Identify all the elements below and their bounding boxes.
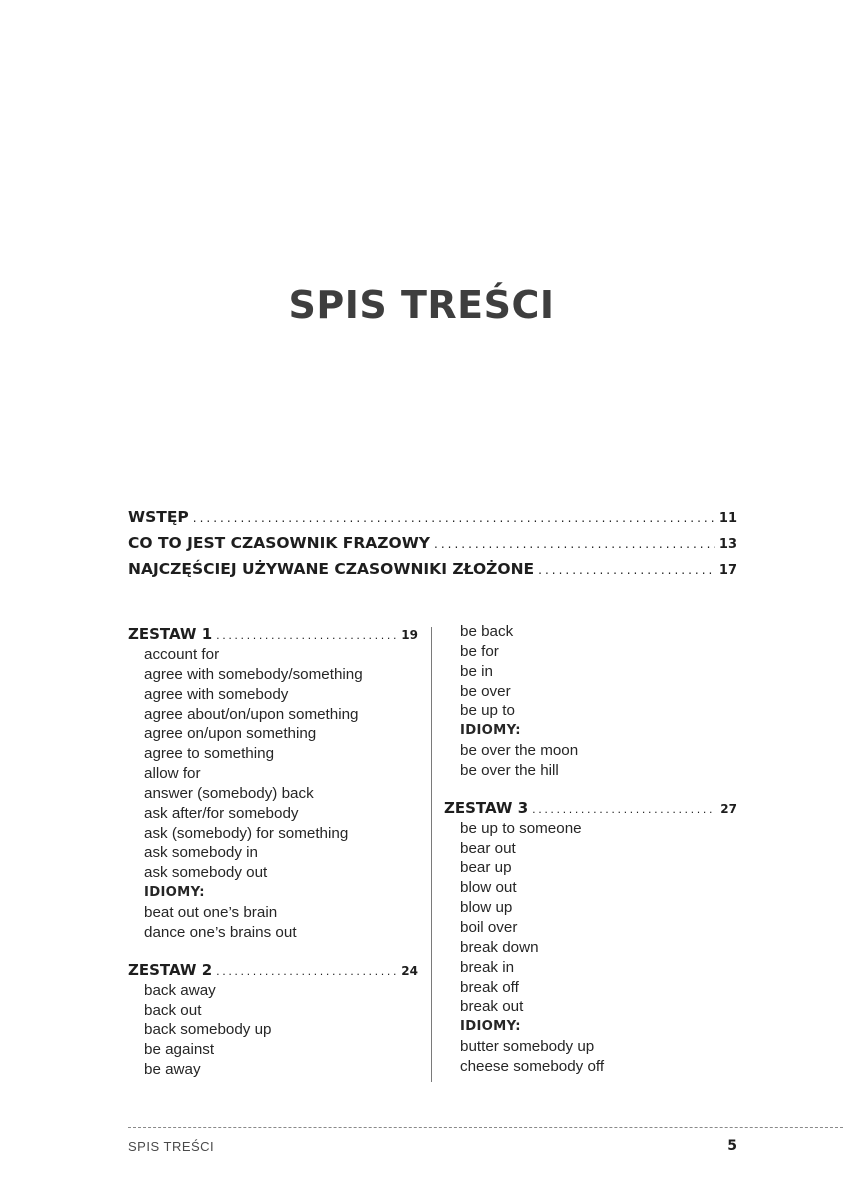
dot-leader: [216, 965, 397, 978]
dot-leader: [532, 803, 716, 816]
toc-item: agree on/upon something: [144, 725, 317, 743]
set-section: [128, 961, 418, 1080]
footer-section-title: SPIS TREŚCI: [128, 1139, 215, 1154]
page-title: SPIS TREŚCI: [288, 283, 555, 327]
toc-item: be up to: [460, 702, 515, 720]
set-heading[interactable]: [444, 799, 737, 819]
toc-item: be up to someone: [460, 819, 582, 837]
toc-item: account for: [144, 646, 220, 663]
toc-item: ask somebody out: [144, 864, 268, 882]
toc-item: agree with somebody: [144, 685, 289, 703]
set-heading-page: 24: [401, 963, 418, 978]
toc-entry-label: NAJCZĘŚCIEJ UŻYWANE CZASOWNIKI ZŁOŻONE: [128, 560, 535, 578]
footer-divider: [128, 1127, 843, 1128]
idiom-item: butter somebody up: [460, 1038, 595, 1056]
toc-item: boil over: [460, 918, 518, 936]
idiom-item: dance one’s brains out: [144, 923, 297, 941]
toc-item: be in: [460, 662, 493, 680]
set-heading-label: ZESTAW 1: [128, 625, 213, 643]
toc-entry-label: WSTĘP: [128, 508, 189, 526]
toc-item: ask (somebody) for something: [144, 824, 349, 842]
set-section: [128, 625, 418, 943]
set-heading-label: ZESTAW 2: [128, 960, 213, 979]
idioms-label: IDIOMY:: [460, 723, 521, 739]
set-heading-page: 19: [401, 628, 418, 642]
dot-leader: [434, 537, 715, 551]
toc-column-left: [128, 625, 418, 1098]
toc-entry[interactable]: [128, 534, 737, 560]
toc-item: answer (somebody) back: [144, 784, 314, 802]
set-heading-label: ZESTAW 3: [444, 798, 529, 817]
toc-item: ask after/for somebody: [144, 804, 299, 822]
idioms-label: IDIOMY:: [144, 885, 205, 901]
toc-item: break in: [460, 958, 515, 976]
toc-item: blow up: [460, 899, 513, 917]
toc-item: break off: [460, 978, 519, 996]
toc-item: agree with somebody/something: [144, 665, 363, 683]
idioms-label: IDIOMY:: [460, 1019, 521, 1035]
toc-item: be against: [144, 1041, 215, 1059]
toc-entry[interactable]: [128, 508, 737, 534]
toc-item: blow out: [460, 879, 517, 897]
set-section-continued: [444, 622, 737, 781]
idiom-item: be over the moon: [460, 742, 579, 760]
toc-entry-page: 13: [718, 537, 737, 552]
set-heading-page: 27: [720, 801, 737, 816]
page-number: 5: [727, 1138, 737, 1154]
toc-item: break out: [460, 998, 524, 1016]
toc-item: be over: [460, 682, 511, 700]
toc-item: be for: [460, 642, 499, 660]
toc-item: back out: [144, 1001, 202, 1019]
toc-entry-page: 17: [718, 563, 737, 578]
toc-entry[interactable]: [128, 560, 737, 586]
dot-leader: [193, 511, 715, 525]
toc-entry-page: 11: [718, 511, 737, 526]
toc-item: be back: [460, 623, 514, 640]
column-divider: [431, 627, 432, 1082]
toc-item: break down: [460, 938, 539, 956]
toc-item: bear up: [460, 859, 512, 877]
toc-column-right: [444, 622, 737, 1095]
toc-item: agree to something: [144, 745, 275, 763]
toc-item: ask somebody in: [144, 844, 258, 862]
toc-item: be away: [144, 1061, 201, 1079]
toc-item: bear out: [460, 839, 516, 857]
set-heading[interactable]: [128, 961, 418, 981]
dot-leader: [216, 629, 397, 642]
toc-item: back away: [144, 981, 216, 999]
idiom-item: cheese somebody off: [460, 1057, 605, 1075]
toc-item: back somebody up: [144, 1021, 272, 1039]
idiom-item: beat out one’s brain: [144, 903, 278, 921]
set-section: [444, 799, 737, 1077]
toc-entry-label: CO TO JEST CZASOWNIK FRAZOWY: [128, 534, 431, 552]
set-heading[interactable]: [128, 625, 418, 645]
dot-leader: [538, 563, 715, 577]
main-toc: [128, 508, 737, 586]
toc-item: allow for: [144, 765, 201, 783]
toc-item: agree about/on/upon something: [144, 705, 359, 723]
idiom-item: be over the hill: [460, 761, 559, 779]
